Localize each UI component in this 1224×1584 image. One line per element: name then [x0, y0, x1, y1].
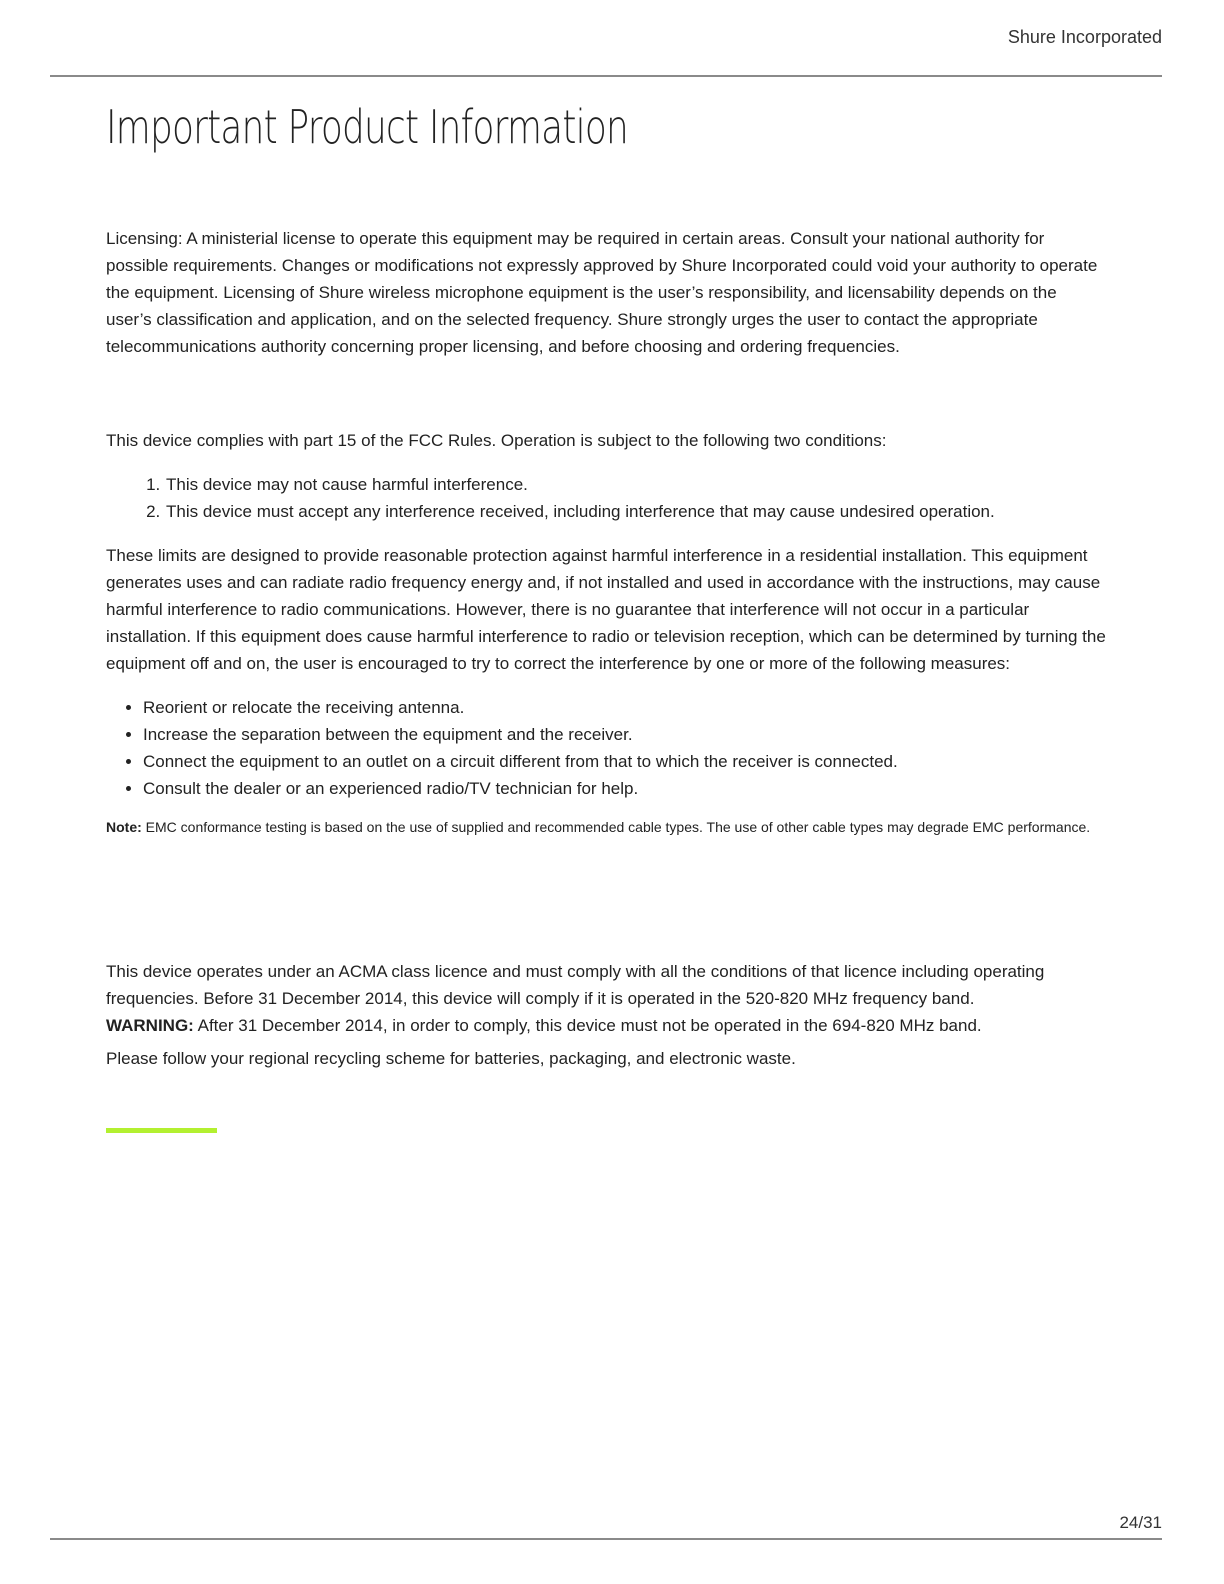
accent-divider: [106, 1128, 217, 1133]
page-header: [50, 0, 1162, 77]
acma-paragraph: [106, 958, 1106, 1039]
licensing-section: [106, 225, 1106, 360]
licensing-paragraph: Licensing: A ministerial license to operate this equipment may be required in certain areas. Consult your national authority for possible requirements. Changes or modifications not expressly approved by Shure Incorporated could void your authority to operate the equipment. Licensing of Shure wireless microphone equipment is the user’s responsibility, and licensability depends on the user’s classification and application, and on the selected frequency. Shure strongly urges the user to contact the appropriate telecommunications authority concerning proper licensing, and before choosing and ordering frequencies.: [106, 229, 1098, 356]
list-item: • Reorient or relocate the receiving antenna.: [143, 694, 1106, 721]
company-name: Shure Incorporated: [1007, 27, 1162, 47]
list-item: 1. This device may not cause harmful interference.: [165, 471, 1106, 498]
fcc-measures-list: [106, 694, 1106, 802]
emc-note: [106, 816, 1106, 838]
fcc-section: [106, 427, 1106, 838]
list-item: 2. This device must accept any interference received, including interference that may cause undesired operation.: [165, 498, 1106, 525]
page-number: 24/31: [1119, 1513, 1162, 1532]
warning-label: WARNING:: [106, 1016, 194, 1035]
recycling-paragraph: Please follow your regional recycling scheme for batteries, packaging, and electronic waste.: [106, 1049, 796, 1068]
page-footer: [50, 1538, 1162, 1540]
acma-section: [106, 958, 1106, 1072]
note-text: EMC conformance testing is based on the use of supplied and recommended cable types. The use of other cable types may degrade EMC performance.: [141, 819, 1091, 835]
fcc-intro: This device complies with part 15 of the FCC Rules. Operation is subject to the following two conditions:: [106, 431, 887, 450]
fcc-limits-paragraph: These limits are designed to provide reasonable protection against harmful interference in a residential installation. This equipment generates uses and can radiate radio frequency energy and, if not installed and used in accordance with the instructions, may cause harmful interference to radio communications. However, there is no guarantee that interference will not occur in a particular installation. If this equipment does cause harmful interference to radio or television reception, which can be determined by turning the equipment off and on, the user is encouraged to try to correct the interference by one or more of the following measures:: [106, 546, 1106, 673]
list-item: • Connect the equipment to an outlet on a circuit different from that to which the receiver is connected.: [143, 748, 1106, 775]
fcc-conditions-list: [106, 471, 1106, 525]
warning-text: After 31 December 2014, in order to comply, this device must not be operated in the 694-820 MHz band.: [193, 1016, 982, 1035]
list-item: • Increase the separation between the equipment and the receiver.: [143, 721, 1106, 748]
note-label: Note:: [106, 819, 142, 835]
acma-text: This device operates under an ACMA class licence and must comply with all the conditions of that licence including operating frequencies. Before 31 December 2014, this device will comply if it is operated in the 520-820 MHz frequency band.: [106, 962, 1045, 1008]
list-item: • Consult the dealer or an experienced radio/TV technician for help.: [143, 775, 1106, 802]
page-title: Important Product Information: [106, 100, 629, 154]
